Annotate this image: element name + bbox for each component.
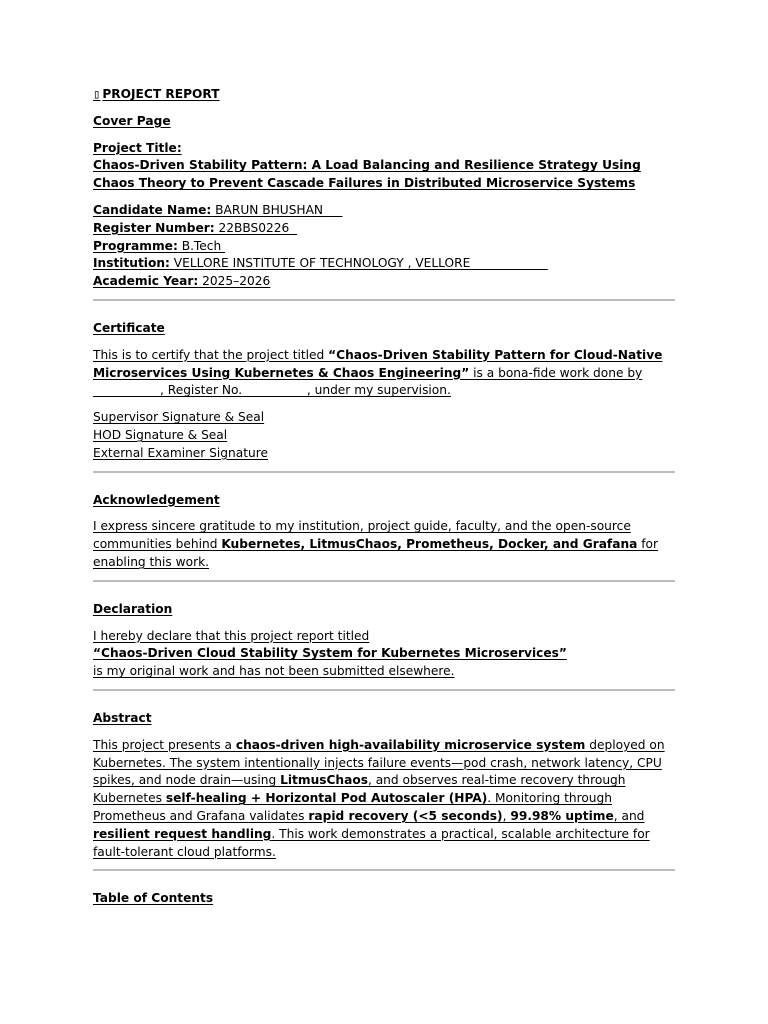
project-title: Chaos-Driven Stability Pattern: A Load Balancing and Resilience Strategy Using Chaos Theory to Prevent Cascade Failures in Distributed Microservice Systems: [93, 158, 641, 191]
programme: Programme: B.Tech: [93, 238, 222, 253]
candidate-name: Candidate Name: BARUN BHUSHAN: [93, 202, 324, 217]
declaration-line-2: “Chaos-Driven Cloud Stability System for Kubernetes Microservices”: [93, 646, 567, 661]
certificate-text: This is to certify that the project titled “Chaos-Driven Stability Pattern for Cloud-Native Microservices Using Kubernetes & Chaos Engineering” is a bona-fide work done by ___________, Register No. __________, under my supervision.: [93, 347, 663, 398]
external-examiner-signature: External Examiner Signature: [93, 445, 268, 460]
abstract-text: This project presents a chaos-driven high-availability microservice system deployed on Kubernetes. The system intentionally injects failure events—pod crash, network latency, CPU spikes, and node drain—using LitmusChaos, and observes real-time recovery through Kubernetes self-healing + Horizontal Pod Autoscaler (HPA). Monitoring through Prometheus and Grafana validates rapid recovery (<5 seconds), 99.98% uptime, and resilient request handling. This work demonstrates a practical, scalable architecture for fault-tolerant cloud platforms.: [93, 737, 665, 859]
declaration-line-1: I hereby declare that this project report titled: [93, 628, 370, 643]
project-title-label: Project Title:: [93, 140, 182, 155]
supervisor-signature: Supervisor Signature & Seal: [93, 410, 265, 425]
acknowledgement-heading: Acknowledgement: [93, 492, 220, 507]
academic-year: Academic Year: 2025–2026: [93, 274, 271, 289]
declaration-line-3: is my original work and has not been submitted elsewhere.: [93, 664, 455, 679]
hod-signature: HOD Signature & Seal: [93, 427, 228, 442]
report-header: [93, 86, 675, 104]
missing-glyph-icon: ▯: [93, 87, 101, 101]
declaration-heading: Declaration: [93, 601, 173, 616]
acknowledgement-text: I express sincere gratitude to my institution, project guide, faculty, and the open-source communities behind Kubernetes, LitmusChaos, Prometheus, Docker, and Grafana for enabling this work.: [93, 519, 658, 569]
certificate-heading: Certificate: [93, 320, 165, 335]
document-body: [93, 86, 675, 908]
abstract-heading: Abstract: [93, 710, 152, 725]
register-number: Register Number: 22BBS0226: [93, 220, 290, 235]
report-title: PROJECT REPORT: [102, 87, 220, 101]
cover-heading: Cover Page: [93, 113, 171, 128]
toc-heading: Table of Contents: [93, 891, 214, 906]
institution: Institution: VELLORE INSTITUTE OF TECHNOLOGY , VELLORE: [93, 256, 471, 271]
